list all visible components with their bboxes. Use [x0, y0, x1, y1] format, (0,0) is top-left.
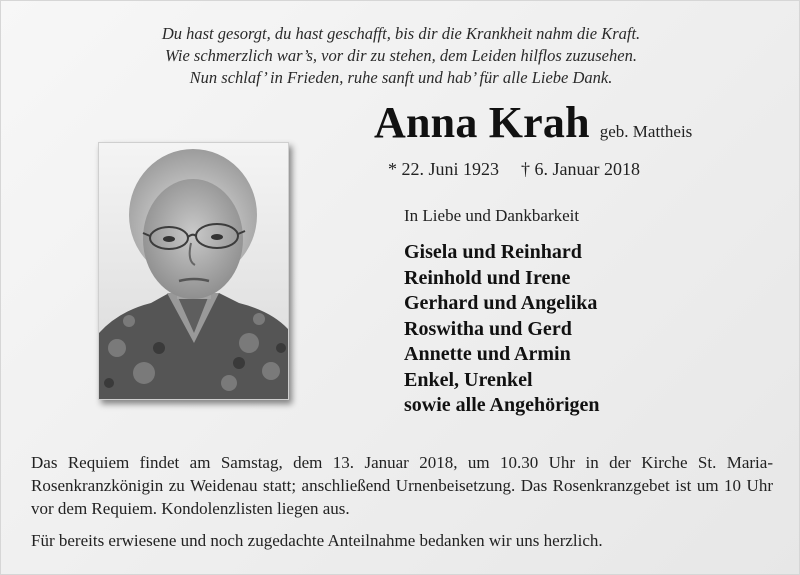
mourner-line: sowie alle Angehörigen — [404, 394, 600, 416]
mourner-line: Enkel, Urenkel — [404, 368, 533, 391]
deceased-name-block — [374, 97, 692, 148]
mourner-line: Annette und Armin — [404, 343, 571, 365]
requiem-info: Das Requiem findet am Samstag, dem 13. Januar 2018, um 10.30 Uhr in der Kirche St. Maria-Rosenkranzkönigin zu Weidenau statt; anschließend Urnenbeisetzung. Das Rosenkranzgebet ist um 10 Uhr vor dem Requiem. Kondolenzlisten liegen aus. — [31, 453, 773, 518]
poem-line-1: Du hast gesorgt, du hast geschafft, bis dir die Krankheit nahm die Kraft. — [161, 24, 641, 43]
deceased-name: Anna Krah — [374, 98, 590, 147]
mourners-list — [404, 240, 600, 419]
mourner-line: Gerhard und Angelika — [404, 292, 598, 314]
thanks-note: Für bereits erwiesene und noch zugedachte Anteilnahme bedanken wir uns herzlich. — [31, 531, 603, 550]
poem-line-2: Wie schmerzlich war’s, vor dir zu stehen, dem Leiden hilflos zuzusehen. — [165, 46, 637, 65]
death-date: † 6. Januar 2018 — [521, 159, 640, 179]
portrait-photo — [98, 142, 289, 400]
maiden-name: geb. Mattheis — [599, 122, 693, 141]
mourner-line: Roswitha und Gerd — [404, 317, 572, 340]
life-dates — [388, 159, 640, 180]
poem-line-3: Nun schlaf’ in Frieden, ruhe sanft und hab’ für alle Liebe Dank. — [189, 68, 613, 87]
birth-date: * 22. Juni 1923 — [388, 159, 500, 179]
mourners-intro: In Liebe und Dankbarkeit — [404, 206, 580, 225]
memorial-poem — [1, 23, 800, 89]
mourner-line: Gisela und Reinhard — [404, 241, 582, 263]
mourner-line: Reinhold und Irene — [404, 266, 571, 289]
portrait-image — [99, 143, 288, 399]
